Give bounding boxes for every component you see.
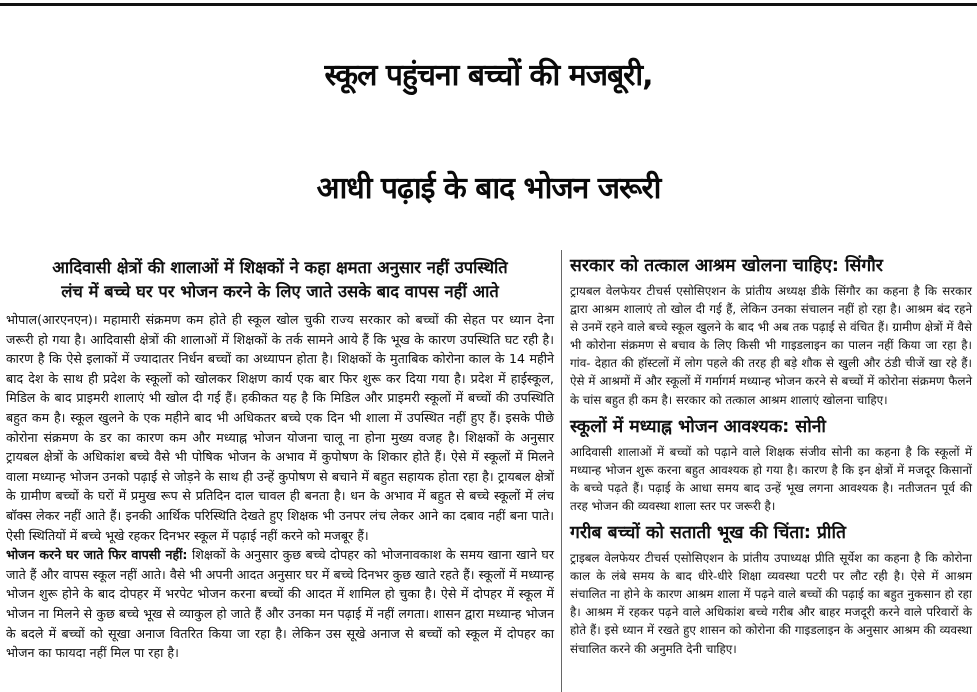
headline-line-1: स्कूल पहुंचना बच्चों की मजबूरी, [324, 58, 653, 93]
main-story-paragraph-2-text: शिक्षकों के अनुसार कुछ बच्चे दोपहर को भोजनावकाश के समय खाना खाने घर जाते हैं और वापस स्कूल नहीं आते। वैसे भी अपनी आदत अनुसार घर में बच्चे दिनभर कुछ खाते रहते हैं। स्कूलों में मध्यान्ह भोजन शुरू होने के बाद दोपहर में भरपेट भोजन करना बच्चों की आदत में शामिल हो चुका है। ऐसे में दोपहर में स्कूल में भोजन ना मिलने से कुछ बच्चे भूख से व्याकुल हो जाते हैं और उनका मन पढ़ाई में नहीं लगता। शासन द्वारा मध्यान्ह भोजन के बदले में बच्चों को सूखा अनाज वितरित किया जा रहा है। लेकिन उस सूखे अनाज से बच्चों को स्कूल में दोपहर का भोजन का फायदा नहीं मिल पा रहा है। [6, 547, 554, 661]
side-story-soni [570, 415, 972, 515]
main-story-paragraph-1: भोपाल(आरएनएन)। महामारी संक्रमण कम होते ही स्कूल खोल चुकी राज्य सरकार को बच्चों की सेहत पर ध्यान देना जरूरी हो गया है। आदिवासी क्षेत्रों की शालाओं में शिक्षकों के तर्क सामने आये हैं कि भूख के कारण उपस्थिति घट रही है। कारण है कि ऐसे इलाकों में ज्यादातर निर्धन बच्चों का अध्यापन होता है। शिक्षकों के मुताबिक कोरोना काल के 14 महीने बाद देश के साथ ही प्रदेश के स्कूलों को खोलकर शिक्षण कार्य एक बार फिर शुरू कर दिया गया है। प्रदेश में हाईस्कूल, मिडिल के बाद प्राइमरी शालाएं भी खोल दी गई हैं। हकीकत यह है कि मिडिल और प्राइमरी स्कूलों में बच्चों की उपस्थिति बहुत कम है। स्कूल खुलने के एक महीने बाद भी अधिकतर बच्चे एक दिन भी शाला में उपस्थित नहीं हुए हैं। इसके पीछे कोरोना संक्रमण के डर का कारण कम और मध्याह्न भोजन योजना चालू ना होना मुख्य वजह है। शिक्षकों के अनुसार ट्रायबल क्षेत्रों के अधिकांश बच्चे वैसे भी पोषिक भोजन के अभाव में कुपोषण के शिकार होते हैं। ऐसे में स्कूलों में मिलने वाला मध्यान्ह भोजन उनको पढ़ाई से जोड़ने के साथ ही उन्हें कुपोषण से बचाने में बहुत सहायक होता रहा है। ट्रायबल क्षेत्रों के ग्रामीण बच्चों के घरों में प्रमुख रूप से प्रतिदिन दाल चावल ही बनता है। धन के अभाव में बहुत से बच्चे स्कूलों में लंच बॉक्स लेकर नहीं आते हैं। इनकी आर्थिक परिस्थिति देखते हुए शिक्षक भी उनपर लंच लेकर आने का दबाव नहीं बना पाते। ऐसी स्थितियों में बच्चे भूखे रहकर दिनभर स्कूल में पढ़ाई नहीं करने को मजबूर हैं। [6, 312, 554, 543]
kicker [6, 256, 554, 304]
side-story-singour [570, 254, 972, 409]
side-stories-column [570, 254, 972, 664]
side-story-body: ट्राइबल वेलफेयर टीचर्स एसोसिएशन के प्रांतीय उपाध्यक्ष प्रीति सूर्येश का कहना है कि कोरोना काल के लंबे समय के बाद धीरे-धीरे शिक्षा व्यवस्था पटरी पर लौट रही है। ऐसे में आश्रम संचालित ना होने के कारण आश्रम शाला में पढ़ने वाले बच्चों की पढ़ाई का बहुत नुकसान हो रहा है। आश्रम में रहकर पढ़ने वाले अधिकांश बच्चे गरीब और बाहर मजदूरी करने वाले परिवारों के होते हैं। इसे ध्यान में रखते हुए शासन को कोरोना की गाइडलाइन के अनुसार आश्रम की व्यवस्था संचालित करने की अनुमति देनी चाहिए। [570, 551, 972, 656]
kicker-line-1: आदिवासी क्षेत्रों की शालाओं में शिक्षकों ने कहा क्षमता अनुसार नहीं उपस्थिति [52, 258, 508, 277]
side-story-heading: सरकार को तत्काल आश्रम खोलना चाहिए: सिंगौर [570, 256, 883, 276]
side-story-heading: स्कूलों में मध्याह्न भोजन आवश्यक: सोनी [570, 416, 826, 437]
side-story-preeti [570, 521, 972, 658]
top-rule [0, 3, 977, 6]
side-story-body: आदिवासी शालाओं में बच्चों को पढ़ाने वाले शिक्षक संजीव सोनी का कहना है कि स्कूलों में मध्यान्ह भोजन शुरू करना बहुत आवश्यक हो गया है। कारण है कि इन क्षेत्रों में मजदूर किसानों के बच्चे पढ़ते हैं। पढ़ाई के आधा समय बाद उन्हें भूख लगना आवश्यक है। नतीजतन पूर्व की तरह भोजन की व्यवस्था शाला स्तर पर जरूरी है। [570, 444, 972, 513]
main-story-paragraph-2 [6, 545, 554, 663]
kicker-line-2: लंच में बच्चे घर पर भोजन करने के लिए जाते उसके बाद वापस नहीं आते [61, 282, 499, 301]
headline-line-2: आधी पढ़ाई के बाद भोजन जरूरी [316, 171, 661, 206]
side-story-body: ट्रायबल वेलफेयर टीचर्स एसोसिएशन के प्रांतीय अध्यक्ष डीके सिंगौर का कहना है कि सरकार द्वारा आश्रम शालाएं तो खोल दी गई हैं, लेकिन उनका संचालन नहीं हो रहा है। आश्रम बंद रहने से उनमें रहने वाले बच्चे स्कूल खुलने के बाद भी अब तक पढ़ाई से वंचित हैं। ग्रामीण क्षेत्रों में वैसे भी कोरोना संक्रमण से बचाव के लिए किसी भी गाइडलाइन का पालन नहीं किया जा रहा है। गांव- देहात की हॉस्टलों में लोग पहले की तरह ही बड़े शौक से खुली और ठंडी चीजें खा रहे हैं। ऐसे में आश्रमों में और स्कूलों में गर्मागर्म मध्यान्ह भोजन करने से बच्चों में कोरोना संक्रमण फैलने के चांस बहुत ही कम है। सरकार को तत्काल आश्रम शालाएं खोलना चाहिए। [570, 284, 972, 407]
main-story-column [6, 256, 554, 663]
main-story-subhead: भोजन करने घर जाते फिर वापसी नहीं: [6, 547, 188, 563]
side-story-heading: गरीब बच्चों को सताती भूख की चिंता: प्रीति [570, 523, 846, 544]
column-divider [561, 250, 562, 692]
